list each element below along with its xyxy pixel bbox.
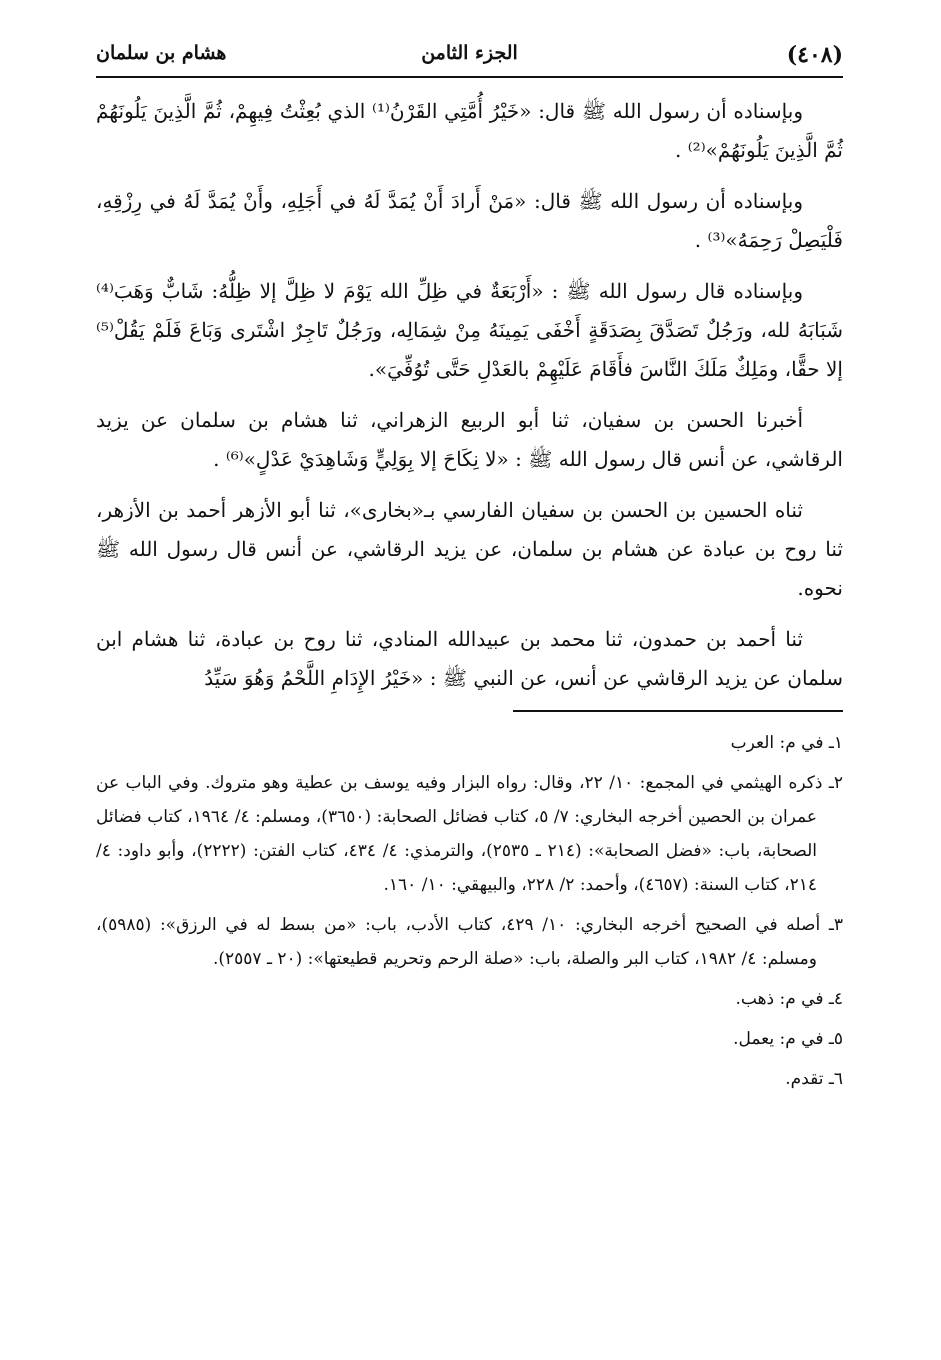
volume-title: الجزء الثامن [421,42,518,64]
page-number: (٤٠٨) [786,42,843,68]
paragraph: ثنا أحمد بن حمدون، ثنا محمد بن عبيدالله المنادي، ثنا روح بن عبادة، ثنا هشام ابن سلمان عن يزيد الرقاشي عن أنس، عن النبي ﷺ : «خَيْرُ الإِدَامِ اللَّحْمُ وَهُوَ سَيِّدُ [96,627,843,690]
footnotes [96,726,843,1096]
footnote: ٦ـ تقدم. [785,1069,843,1089]
footnote: ٢ـ ذكره الهيثمي في المجمع: ١٠/ ٢٢، وقال: رواه البزار وفيه يوسف بن عطية وهو متروك. وفي الباب عن عمران بن الحصين أخرجه البخاري: ٧/ ٥، كتاب فضائل الصحابة: (٣٦٥٠)، ومسلم: ٤/ ١٩٦٤، كتاب فضائل الصحابة، باب: «فضل الصحابة»: (٢١٤ ـ ٢٥٣٥)، والترمذي: ٤/ ٤٣٤، كتاب الفتن: (٢٢٢٢)، وأبو داود: ٤/ ٢١٤، كتاب السنة: (٤٦٥٧)، وأحمد: ٢/ ٢٢٨، والبيهقي: ١٠/ ١٦٠. [96,773,843,895]
paragraph: أخبرنا الحسن بن سفيان، ثنا أبو الربيع الزهراني، ثنا هشام بن سلمان عن يزيد الرقاشي، عن أنس قال رسول الله ﷺ : «لا نِكَاحَ إلا بِوَلِيٍّ وَشَاهِدَيْ عَدْلٍ»⁽⁶⁾ . [96,408,843,471]
section-title: هشام بن سلمان [96,42,227,64]
paragraph: وبإسناده أن رسول الله ﷺ قال: «خَيْرُ أُمَّتِي القَرْنُ⁽¹⁾ الذي بُعِثْتُ فِيهِمْ، ثُمَّ الَّذِينَ يَلُونَهُمْ ثُمَّ الَّذِينَ يَلُونَهُمْ»⁽²⁾ . [96,99,843,162]
page-header [96,36,843,78]
footnote-separator [513,710,843,712]
paragraph: ثناه الحسين بن الحسن بن سفيان الفارسي بـ«بخارى»، ثنا أبو الأزهر أحمد بن الأزهر، ثنا روح بن عبادة عن هشام بن سلمان، عن يزيد الرقاشي، عن أنس قال رسول الله ﷺ نحوه. [96,498,843,600]
footnote: ١ـ في م: العرب [730,733,843,753]
main-text [96,92,843,698]
footnote: ٣ـ أصله في الصحيح أخرجه البخاري: ١٠/ ٤٢٩، كتاب الأدب، باب: «من بسط له في الرزق»: (٥٩٨٥)، ومسلم: ٤/ ١٩٨٢، كتاب البر والصلة، باب: «صلة الرحم وتحريم قطيعتها»: (٢٠ ـ ٢٥٥٧). [96,915,843,969]
paragraph: وبإسناده قال رسول الله ﷺ : «أَرْبَعَةٌ في ظِلِّ الله يَوْمَ لا ظِلَّ إلا ظِلُّهُ: شَابٌّ وَهَبَ⁽⁴⁾ شَبَابَهُ لله، ورَجُلٌ تَصَدَّقَ بِصَدَقَةٍ أَخْفَى يَمِينَهُ مِنْ شِمَالِه، ورَجُلٌ تَاجِرٌ اشْتَرى وَبَاعَ فَلَمْ يَقُلْ⁽⁵⁾ إلا حقًّا، ومَلِكٌ مَلَكَ النَّاسَ فأَقَامَ عَلَيْهِمْ بالعَدْلِ حَتَّى تُوُفِّيَ». [96,279,843,381]
paragraph: وبإسناده أن رسول الله ﷺ قال: «مَنْ أَرادَ أَنْ يُمَدَّ لَهُ في أَجَلِهِ، وأَنْ يُمَدَّ لَهُ في رِزْقِهِ، فَلْيَصِلْ رَحِمَهُ»⁽³⁾ . [96,189,843,252]
footnote: ٤ـ في م: ذهب. [735,989,843,1009]
footnote: ٥ـ في م: يعمل. [733,1029,843,1049]
